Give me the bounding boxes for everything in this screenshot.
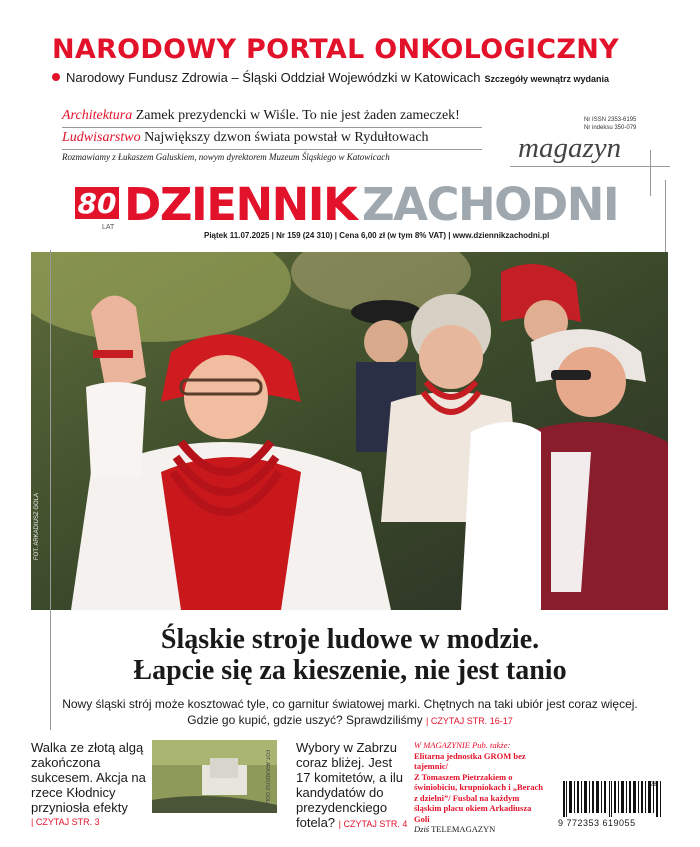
teaser-note: Rozmawiamy z Łukaszem Galuskiem, nowym dyrektorem Muzeum Śląskiego w Katowicach: [62, 152, 390, 162]
magazine-item-2: Z Tomaszem Pietrzakiem o świniobiciu, krupniokach i „Berach z dzielni”/ Fusbal na każdym śląskim placu okiem Arkadiusza Goli: [414, 771, 543, 824]
divider: [665, 180, 666, 252]
magazine-today-label: Dziś: [414, 824, 430, 834]
index-number: Nr indeksu 350-079: [584, 125, 637, 131]
teaser-category: Architektura: [62, 108, 133, 123]
edition-info: Piątek 11.07.2025 | Nr 159 (24 310) | Cena 6,00 zł (w tym 8% VAT) | www.dziennikzachodni.pl: [204, 231, 550, 240]
story-text: Walka ze złotą algą zakończona sukcesem. Akcja na rzece Kłodnicy przyniosła efekty: [31, 740, 146, 815]
thumb-credit: FOT. ARKADIUSZ GOLA: [264, 750, 270, 806]
magazine-item-1: Elitarna jednostka GROM bez tajemnic/: [414, 750, 526, 771]
magazine-box[interactable]: [414, 740, 544, 835]
lead-body: Nowy śląski strój może kosztować tyle, co garnitur światowej marki. Chętnych na taki ubiór jest coraz więcej. Gdzie go kupić, gdzie uszyć? Sprawdziliśmy: [62, 697, 638, 727]
logo-zachodni: ZACHODNI: [362, 178, 619, 231]
story-algae[interactable]: [31, 740, 147, 830]
story-zabrze[interactable]: [296, 740, 408, 832]
photo-credit: FOT. ARKADIUSZ GOLA: [34, 492, 40, 560]
bullet-dot-icon: [52, 73, 60, 81]
story-thumbnail: [152, 740, 277, 813]
cover-photo: [31, 252, 668, 610]
logo-number: 80: [77, 187, 117, 220]
story-page-ref[interactable]: | CZYTAJ STR. 3: [31, 817, 100, 827]
portal-subtitle: [52, 70, 609, 85]
barcode-issue: 28: [650, 782, 657, 788]
divider: [62, 149, 482, 150]
teaser-text: Największy dzwon świata powstał w Rydułtowach: [144, 130, 429, 145]
magazine-label: W MAGAZYNIE Pub. także:: [414, 740, 511, 750]
teaser-architecture[interactable]: [62, 108, 460, 124]
story-page-ref[interactable]: | CZYTAJ STR. 4: [338, 819, 408, 829]
story-text: Wybory w Zabrzu coraz bliżej. Jest 17 komitetów, a ilu kandydatów do prezydenckiego fotela?: [296, 740, 403, 830]
divider: [510, 166, 670, 167]
barcode-icon: [563, 781, 663, 817]
issn-info: [584, 116, 636, 132]
anniversary-80-icon: [74, 186, 120, 220]
issn-number: Nr ISSN 2353-6195: [584, 117, 637, 123]
portal-subtitle-text: Narodowy Fundusz Zdrowia – Śląski Oddział Wojewódzki w Katowicach: [66, 70, 481, 85]
magazine-item-3: TELEMAGAZYN: [431, 824, 496, 834]
barcode-digits: 9 772353 619055: [558, 818, 636, 828]
divider: [62, 127, 482, 128]
teaser-bell[interactable]: [62, 130, 429, 146]
logo-lat: LAT: [102, 224, 115, 231]
lead-page-ref[interactable]: | CZYTAJ STR. 16-17: [426, 716, 513, 726]
headline-line-2[interactable]: Łapcie się za kieszenie, nie jest tanio: [133, 655, 567, 686]
divider: [650, 150, 651, 196]
divider: [50, 250, 51, 730]
headline-line-1[interactable]: Śląskie stroje ludowe w modzie.: [160, 624, 540, 655]
portal-note: Szczegóły wewnątrz wydania: [484, 74, 610, 84]
lead-text: [60, 696, 640, 729]
magazyn-label: magazyn: [518, 132, 622, 164]
logo-dziennik: DZIENNIK: [124, 178, 357, 231]
portal-title: NARODOWY PORTAL ONKOLOGICZNY: [52, 34, 620, 65]
teaser-text: Zamek prezydencki w Wiśle. To nie jest żaden zameczek!: [135, 108, 460, 123]
teaser-category: Ludwisarstwo: [62, 130, 141, 145]
